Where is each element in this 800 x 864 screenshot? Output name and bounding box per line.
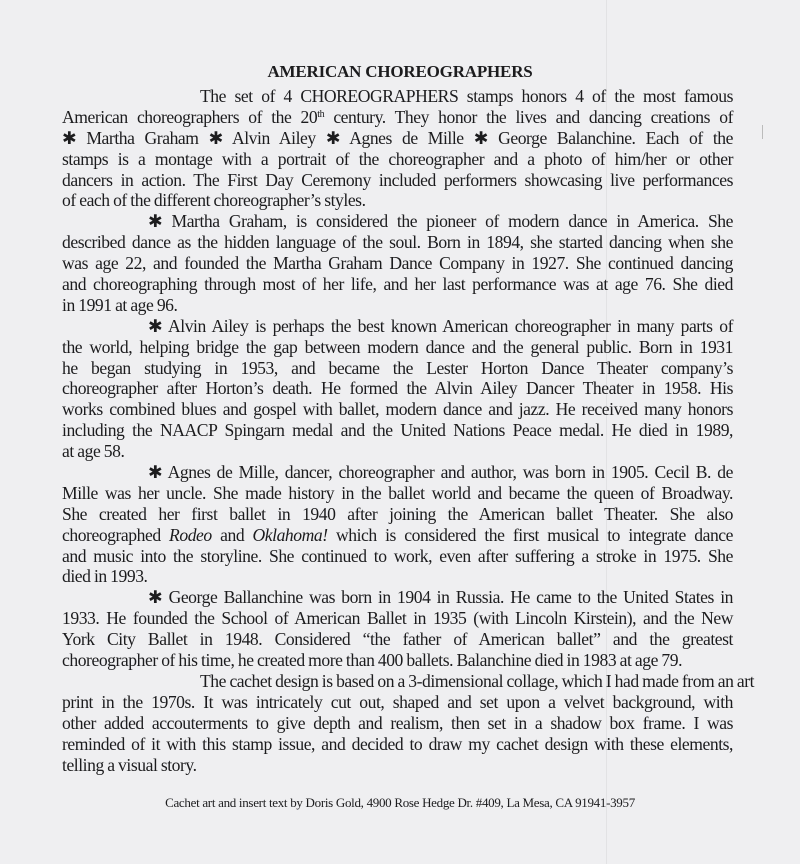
text-line: in 1991 at age 96. xyxy=(62,294,178,315)
text-line: American choreographers of the 20th century. They honor the lives and dancing creations of xyxy=(62,106,733,127)
text-line: and choreographing through most of her life, and her last performance was at age 76. She died xyxy=(62,274,733,295)
paragraph xyxy=(62,462,733,587)
text-line: of each of the different choreographer’s styles. xyxy=(62,190,366,211)
text-line: and music into the storyline. She continued to work, even after suffering a stroke in 1975. She xyxy=(62,545,733,566)
text-line: 1933. He founded the School of American Ballet in 1935 (with Lincoln Kirstein), and the New xyxy=(62,608,733,629)
scan-mark xyxy=(762,125,763,139)
document-footer: Cachet art and insert text by Doris Gold, 4900 Rose Hedge Dr. #409, La Mesa, CA 91941-3957 xyxy=(165,795,635,810)
text-line: reminded of it with this stamp issue, and decided to draw my cachet design with these elements, xyxy=(62,733,733,754)
text-line: telling a visual story. xyxy=(62,754,197,775)
text-line: other added accouterments to give depth and realism, then set in a shadow box frame. I was xyxy=(62,712,733,733)
paragraph xyxy=(62,86,733,211)
text-line: The cachet design is based on a 3-dimensional collage, which I had made from an art xyxy=(200,670,755,691)
paragraph xyxy=(62,316,733,462)
text-line: ✱ George Ballanchine was born in 1904 in Russia. He came to the United States in xyxy=(148,587,733,608)
text-line: ✱ Martha Graham, is considered the pioneer of modern dance in America. She xyxy=(148,211,733,232)
document-body xyxy=(62,86,755,775)
text-line: ✱ Alvin Ailey is perhaps the best known American choreographer in many parts of xyxy=(148,315,733,336)
paragraph xyxy=(62,587,733,671)
text-line: died in 1993. xyxy=(62,566,148,587)
text-line: the world, helping bridge the gap between modern dance and the general public. Born in 1931 xyxy=(62,336,733,357)
text-line: She created her first ballet in 1940 after joining the American ballet Theater. She also xyxy=(62,503,733,524)
text-line: dancers in action. The First Day Ceremony included performers showcasing live performances xyxy=(62,169,733,190)
text-line: print in the 1970s. It was intricately cut out, shaped and set upon a velvet background, with xyxy=(62,691,733,712)
text-line: including the NAACP Spingarn medal and the United Nations Peace medal. He died in 1989, xyxy=(62,420,733,441)
text-line: described dance as the hidden language of the soul. Born in 1894, she started dancing when she xyxy=(62,232,733,253)
text-line: Mille was her uncle. She made history in the ballet world and became the queen of Broadway. xyxy=(62,482,733,503)
text-line: ✱ Agnes de Mille, dancer, choreographer and author, was born in 1905. Cecil B. de xyxy=(148,462,733,483)
paragraph xyxy=(62,670,755,775)
text-line: choreographer of his time, he created more than 400 ballets. Balanchine died in 1983 at age 79. xyxy=(62,650,683,671)
text-line: works combined blues and gospel with ballet, modern dance and jazz. He received many honors xyxy=(62,399,733,420)
text-line: stamps is a montage with a portrait of the choreographer and a photo of him/her or other xyxy=(62,148,733,169)
text-line: The set of 4 CHOREOGRAPHERS stamps honors 4 of the most famous xyxy=(200,86,733,106)
document-title: AMERICAN CHOREOGRAPHERS xyxy=(267,62,533,81)
text-line: York City Ballet in 1948. Considered “the father of American ballet” and the greatest xyxy=(62,629,733,650)
text-line: at age 58. xyxy=(62,441,125,462)
text-line: he began studying in 1953, and became the Lester Horton Dance Theater company’s xyxy=(62,357,733,378)
text-line: choreographed Rodeo and Oklahoma! which is considered the first musical to integrate dance xyxy=(62,524,734,545)
text-line: ✱ Martha Graham ✱ Alvin Ailey ✱ Agnes de Mille ✱ George Balanchine. Each of the xyxy=(62,127,733,148)
text-line: choreographer after Horton’s death. He formed the Alvin Ailey Dancer Theater in 1958. His xyxy=(62,378,733,399)
text-line: was age 22, and founded the Martha Graham Dance Company in 1927. She continued dancing xyxy=(62,253,733,274)
paragraph xyxy=(62,211,733,315)
